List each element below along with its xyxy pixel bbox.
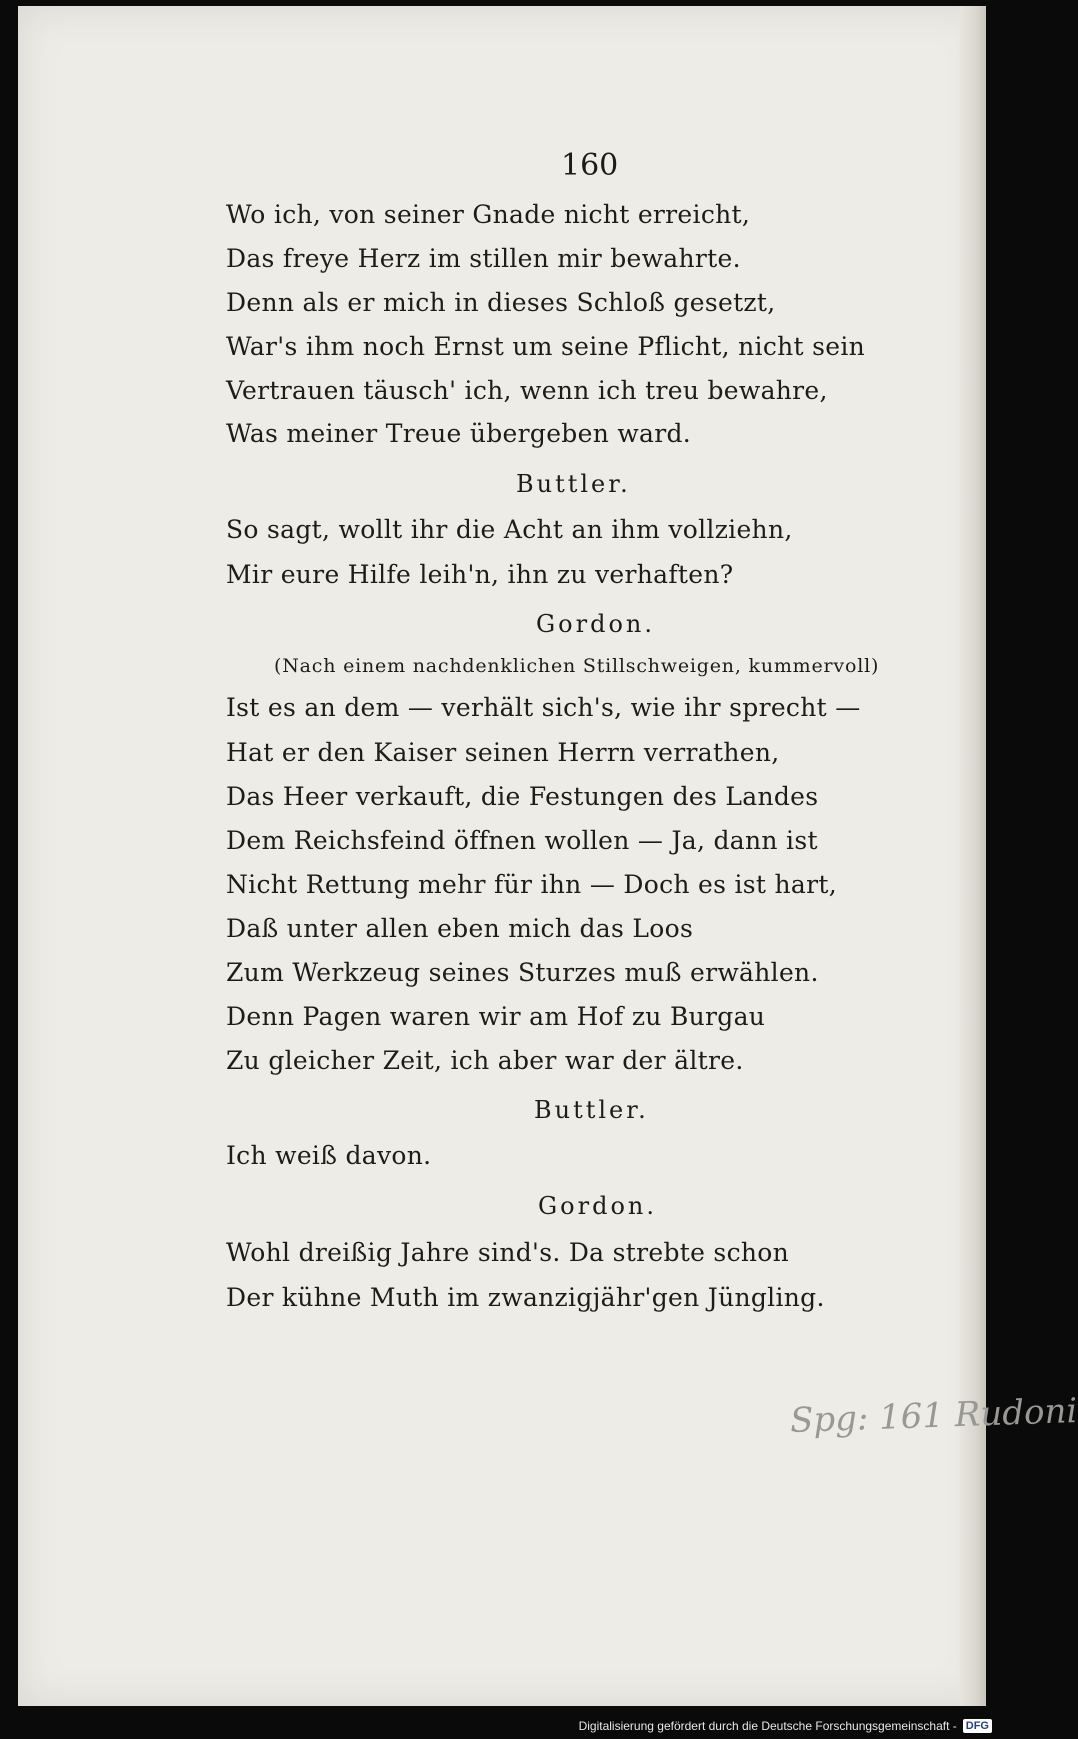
speaker-name: Buttler. xyxy=(534,1096,649,1124)
verse-line: Mir eure Hilfe leih'n, ihn zu verhaften? xyxy=(226,560,734,589)
digitization-credit xyxy=(579,1719,992,1733)
page-number: 160 xyxy=(561,148,619,183)
verse-line: Daß unter allen eben mich das Loos xyxy=(226,914,694,943)
verse-line: Dem Reichsfeind öffnen wollen — Ja, dann ist xyxy=(226,826,818,855)
credit-text: Digitalisierung gefördert durch die Deutsche Forschungsgemeinschaft - xyxy=(578,1719,957,1733)
dfg-logo: DFG xyxy=(963,1719,992,1733)
verse-line: Zu gleicher Zeit, ich aber war der ältre. xyxy=(226,1046,744,1075)
speaker-name: Gordon. xyxy=(536,610,655,638)
verse-line: Denn Pagen waren wir am Hof zu Burgau xyxy=(226,1002,766,1031)
verse-line: Ist es an dem — verhält sich's, wie ihr sprecht — xyxy=(226,693,861,722)
verse-line: Hat er den Kaiser seinen Herrn verrathen, xyxy=(226,738,780,767)
verse-line: Denn als er mich in dieses Schloß gesetzt, xyxy=(226,288,776,317)
verse-line: Zum Werkzeug seines Sturzes muß erwählen. xyxy=(226,958,819,987)
stage-direction: (Nach einem nachdenklichen Stillschweigen, kummervoll) xyxy=(274,655,880,677)
verse-line: Nicht Rettung mehr für ihn — Doch es ist hart, xyxy=(226,870,837,899)
verse-line: Der kühne Muth im zwanzigjähr'gen Jüngling. xyxy=(226,1283,825,1312)
verse-line: Das freye Herz im stillen mir bewahrte. xyxy=(226,244,741,273)
verse-line: So sagt, wollt ihr die Acht an ihm vollziehn, xyxy=(226,515,793,544)
verse-line: Wohl dreißig Jahre sind's. Da strebte schon xyxy=(226,1238,790,1267)
speaker-name: Buttler. xyxy=(516,470,631,498)
verse-line: Was meiner Treue übergeben ward. xyxy=(226,419,692,448)
handwritten-margin-note: Spg: 161 Rudoni xyxy=(789,1390,1078,1442)
book-page xyxy=(18,6,1078,1706)
verse-line: Wo ich, von seiner Gnade nicht erreicht, xyxy=(226,200,751,229)
verse-line: Vertrauen täusch' ich, wenn ich treu bewahre, xyxy=(226,376,828,405)
verse-line: Ich weiß davon. xyxy=(226,1141,432,1170)
verse-line: War's ihm noch Ernst um seine Pflicht, nicht sein xyxy=(226,332,866,361)
verse-line: Das Heer verkauft, die Festungen des Landes xyxy=(226,782,819,811)
speaker-name: Gordon. xyxy=(538,1192,657,1220)
page-edge xyxy=(960,6,986,1706)
